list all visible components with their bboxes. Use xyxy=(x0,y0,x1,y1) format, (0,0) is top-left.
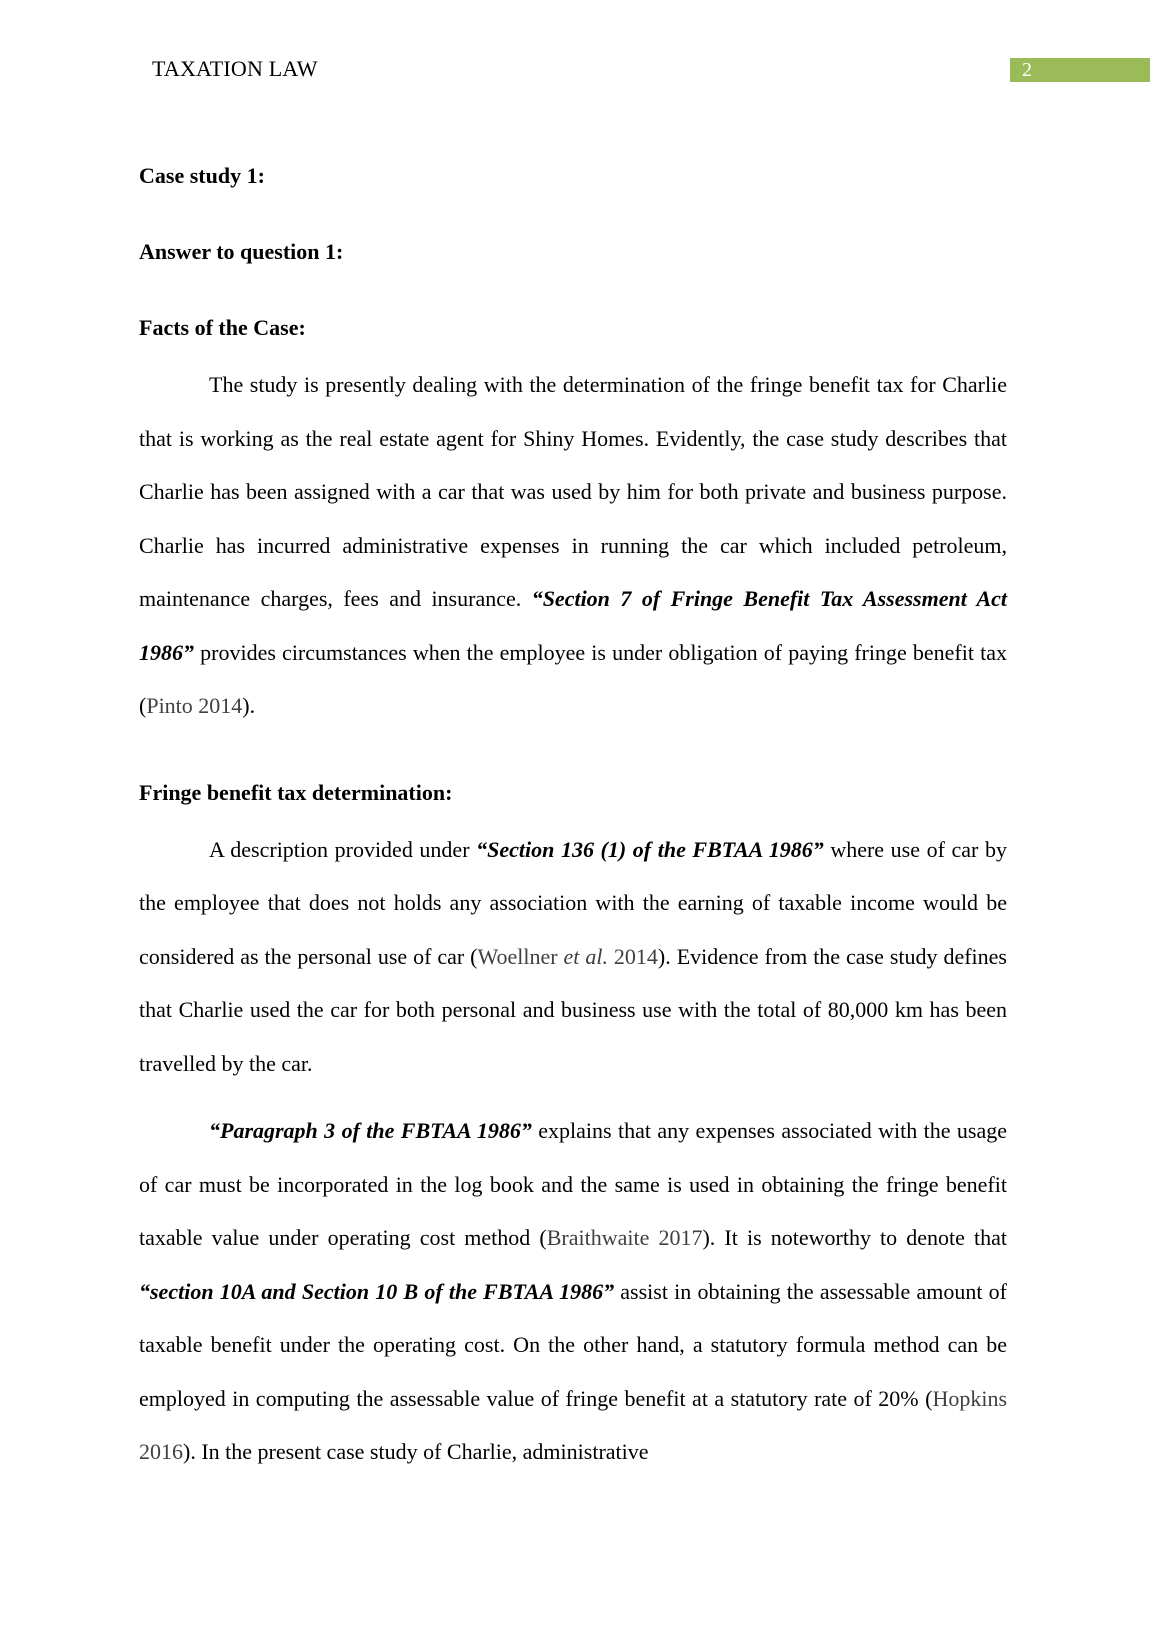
text-run: A description provided under xyxy=(209,836,477,862)
heading-facts: Facts of the Case: xyxy=(139,315,306,340)
text-run: ). It is noteworthy to denote that xyxy=(702,1225,1008,1250)
statute-reference: “Paragraph 3 of the FBTAA 1986” xyxy=(209,1118,532,1143)
citation: Pinto 2014 xyxy=(146,693,243,718)
text-run: explains that any expenses associated with the usage of car must be incorporated in the log book and the same is used in obtaining the fringe benefit taxable value under operating cost method ( xyxy=(139,1118,1007,1250)
paragraph-log-book xyxy=(139,1104,1007,1479)
heading-fringe-benefit: Fringe benefit tax determination: xyxy=(139,779,453,805)
text-run: provides circumstances when the employee is under obligation of paying fringe benefit tax ( xyxy=(139,639,1007,718)
heading-case-study: Case study 1: xyxy=(139,163,265,188)
paragraph-facts xyxy=(139,358,1007,733)
citation-year: 2014 xyxy=(607,943,658,969)
citation: Braithwaite 2017 xyxy=(546,1225,703,1250)
running-header-title: TAXATION LAW xyxy=(152,56,318,81)
text-run: ). Evidence from the case study defines that Charlie used the car for both personal and business use with the total of 80,000 km has been travelled by the car. xyxy=(139,943,1007,1076)
text-run: ). xyxy=(242,693,256,718)
text-run: assist in obtaining the assessable amount of taxable benefit under the operating cost. On the other hand, a statutory formula method can be employed in computing the assessable value of fringe benefit at a statutory rate of 20% ( xyxy=(139,1278,1007,1411)
heading-answer: Answer to question 1: xyxy=(139,239,344,264)
text-run: ). In the present case study of Charlie, administrative xyxy=(183,1439,649,1464)
document-body xyxy=(139,148,1007,1479)
paragraph-description xyxy=(139,823,1007,1091)
text-run: where use of car by the employee that does not holds any association with the earning of taxable income would be considered as the personal use of car ( xyxy=(139,836,1007,969)
citation-et-al: et al. xyxy=(563,943,608,969)
page-number: 2 xyxy=(1010,58,1150,82)
statute-reference: “Section 7 of Fringe Benefit Tax Assessment Act 1986” xyxy=(139,586,1007,665)
statute-reference: “Section 136 (1) of the FBTAA 1986” xyxy=(476,836,824,862)
text-run: The study is presently dealing with the determination of the fringe benefit tax for Charlie that is working as the real estate agent for Shiny Homes. Evidently, the case study describes that Charlie has been assigned with a car that was used by him for both private and business purpose. Charlie has incurred administrative expenses in running the car which included petroleum, maintenance charges, fees and insurance. xyxy=(139,372,1007,611)
citation: Woellner xyxy=(477,943,564,969)
statute-reference: “section 10A and Section 10 B of the FBTAA 1986” xyxy=(139,1278,615,1304)
citation: Hopkins 2016 xyxy=(139,1385,1007,1464)
